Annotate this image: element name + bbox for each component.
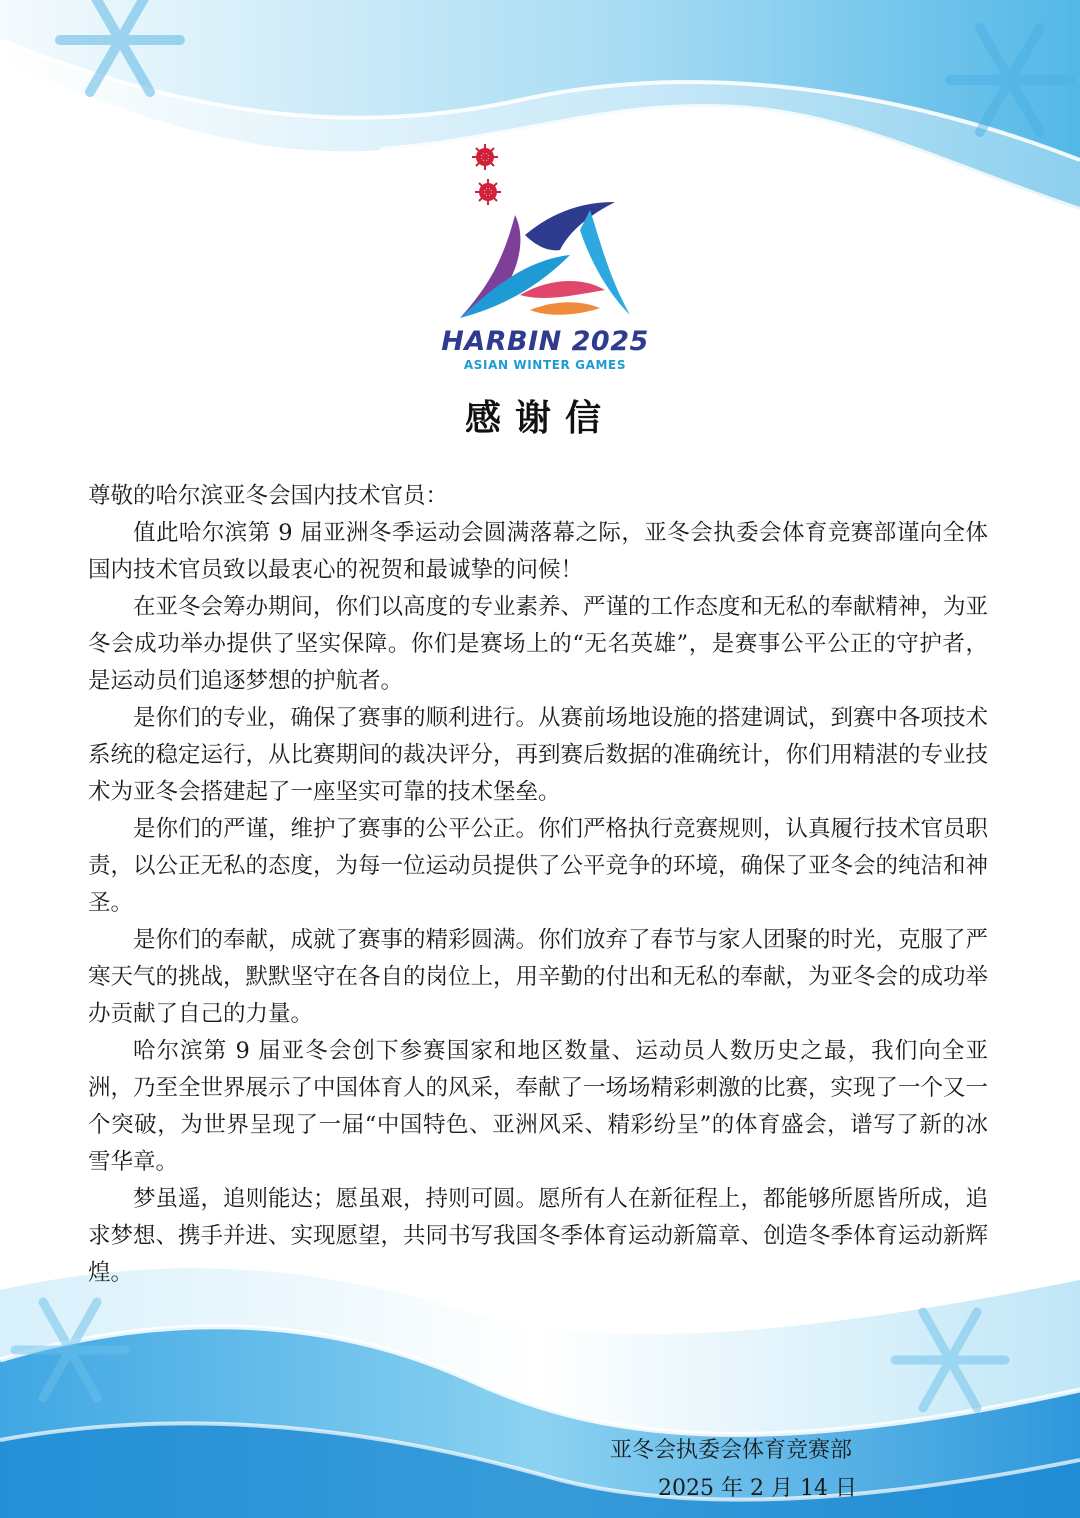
letter-paragraph: 梦虽遥，追则能达；愿虽艰，持则可圆。愿所有人在新征程上，都能够所愿皆所成，追求梦想、携手并进、实现愿望，共同书写我国冬季体育运动新篇章、创造冬季体育运动新辉煌。 [88,1186,989,1286]
harbin-2025-emblem-icon [430,140,660,330]
letter-paragraph: 哈尔滨第 9 届亚冬会创下参赛国家和地区数量、运动员人数历史之最，我们向全亚洲，乃至全世界展示了中国体育人的风采，奉献了一场场精彩刺激的比赛，实现了一个又一个突破，为世界呈现了一届“中国特色、亚洲风采、精彩纷呈”的体育盛会，谱写了新的冰雪华章。 [88,1038,989,1175]
signature-date: 2025 年 2 月 14 日 [658,1476,857,1501]
signature-org: 亚冬会执委会体育竞赛部 [610,1438,853,1463]
letter-paragraph: 是你们的奉献，成就了赛事的精彩圆满。你们放弃了春节与家人团聚的时光，克服了严寒天气的挑战，默默坚守在各自的岗位上，用辛勤的付出和无私的奉献，为亚冬会的成功举办贡献了自己的力量。 [88,927,989,1027]
logo-subtitle: ASIAN WINTER GAMES [463,358,627,372]
letter-paragraph: 值此哈尔滨第 9 届亚洲冬季运动会圆满落幕之际，亚冬会执委会体育竞赛部谨向全体国内技术官员致以最衷心的祝贺和最诚挚的问候！ [88,520,988,583]
letter-paragraph: 在亚冬会筹办期间，你们以高度的专业素养、严谨的工作态度和无私的奉献精神，为亚冬会成功举办提供了坚实保障。你们是赛场上的“无名英雄”，是赛事公平公正的守护者，是运动员们追逐梦想的护航者。 [88,594,989,694]
harbin-2025-logo [430,140,660,380]
logo-title: HARBIN 2025 [441,326,649,357]
letter-greeting: 尊敬的哈尔滨亚冬会国内技术官员： [88,483,449,509]
signature-block [600,1432,900,1508]
letter-body [88,478,988,1292]
letter-title: 感谢信 [464,398,615,439]
letter-paragraph: 是你们的严谨，维护了赛事的公平公正。你们严格执行竞赛规则，认真履行技术官员职责，以公正无私的态度，为每一位运动员提供了公平竞争的环境，确保了亚冬会的纯洁和神圣。 [88,816,989,916]
letter-paragraph: 是你们的专业，确保了赛事的顺利进行。从赛前场地设施的搭建调试，到赛中各项技术系统的稳定运行，从比赛期间的裁决评分，再到赛后数据的准确统计，你们用精湛的专业技术为亚冬会搭建起了一座坚实可靠的技术堡垒。 [88,705,989,805]
